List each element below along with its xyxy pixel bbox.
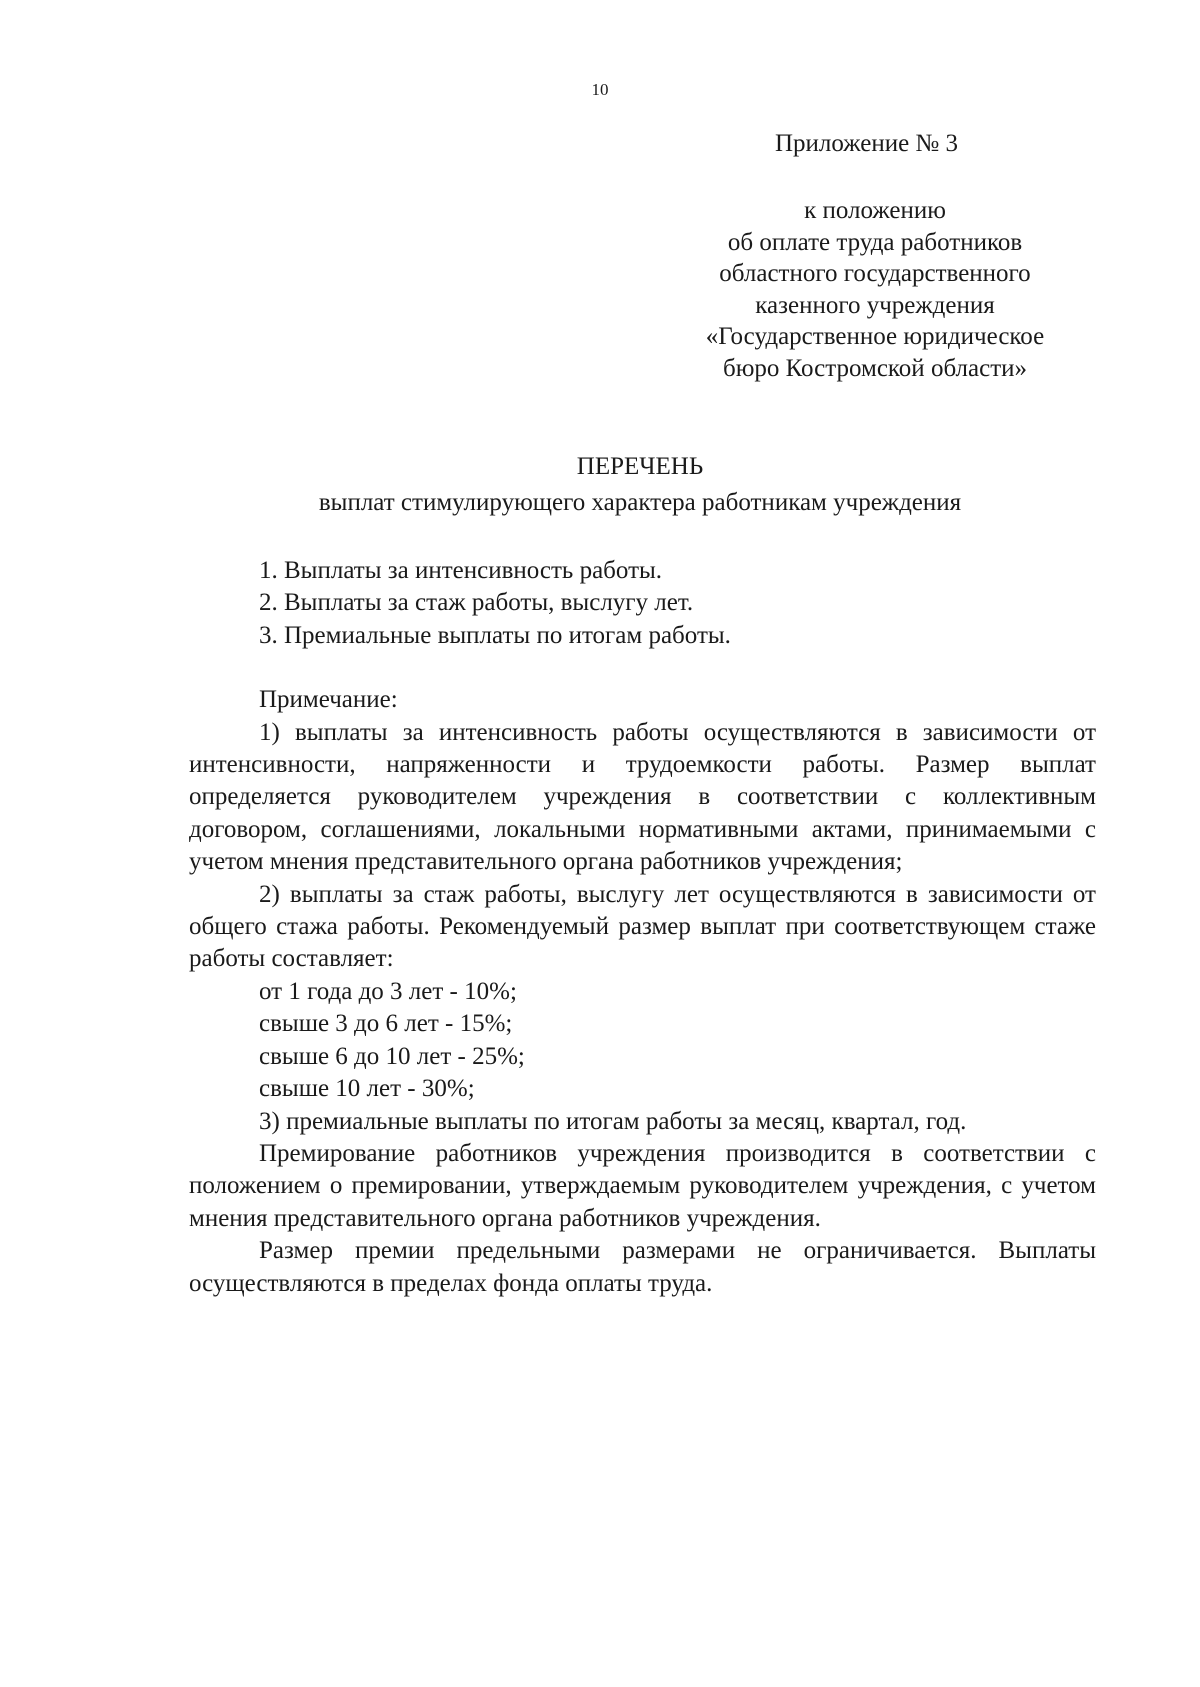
- list-item: 1. Выплаты за интенсивность работы.: [259, 557, 663, 584]
- note-item-1: 1) выплаты за интенсивность работы осуществляются в зависимости от интенсивности, напряженности и трудоемкости работы. Размер выплат определяется руководителем учреждения в соответствии с коллективным договором, соглашениями, локальными нормативными актами, принимаемыми с учетом мнения представительного органа работников учреждения;: [189, 718, 1096, 876]
- spacer: [189, 652, 1096, 684]
- document-subheading: выплат стимулирующего характера работникам учреждения: [318, 489, 962, 516]
- appendix-line: к положению: [804, 197, 946, 224]
- bonus-paragraph: Премирование работников учреждения производится в соответствии с положением о премировании, утверждаемым руководителем учреждения, с учетом мнения представительного органа работников учреждения.: [189, 1139, 1096, 1232]
- rate-line: свыше 10 лет - 30%;: [259, 1075, 475, 1103]
- appendix-line: об оплате труда работников: [727, 228, 1023, 256]
- appendix-line: «Государственное юридическое: [705, 323, 1045, 350]
- rate-line: от 1 года до 3 лет - 10%;: [259, 977, 517, 1005]
- note-item-3: 3) премиальные выплаты по итогам работы за месяц, квартал, год.: [259, 1107, 967, 1135]
- list-item: 2. Выплаты за стаж работы, выслугу лет.: [259, 589, 694, 617]
- bonus-limit-paragraph: Размер премии предельными размерами не ограничивается. Выплаты осуществляются в пределах фонда оплаты труда.: [189, 1237, 1096, 1297]
- note-item-2: 2) выплаты за стаж работы, выслугу лет осуществляются в зависимости от общего стажа работы. Рекомендуемый размер выплат при соответствующем стаже работы составляет:: [189, 880, 1096, 973]
- note-label: Примечание:: [259, 686, 398, 714]
- rate-line: свыше 3 до 6 лет - 15%;: [259, 1010, 513, 1038]
- rate-line: свыше 6 до 10 лет - 25%;: [259, 1042, 525, 1070]
- appendix-line: областного государственного: [719, 260, 1031, 287]
- appendix-line: казенного учреждения: [755, 291, 995, 319]
- appendix-line: бюро Костромской области»: [722, 354, 1028, 382]
- document-body: [189, 555, 1096, 1300]
- document-heading: ПЕРЕЧЕНЬ: [576, 453, 704, 480]
- page-number: 10: [591, 80, 609, 99]
- list-item: 3. Премиальные выплаты по итогам работы.: [259, 621, 731, 649]
- appendix-title: Приложение № 3: [775, 130, 959, 157]
- appendix-reference: [650, 195, 1100, 384]
